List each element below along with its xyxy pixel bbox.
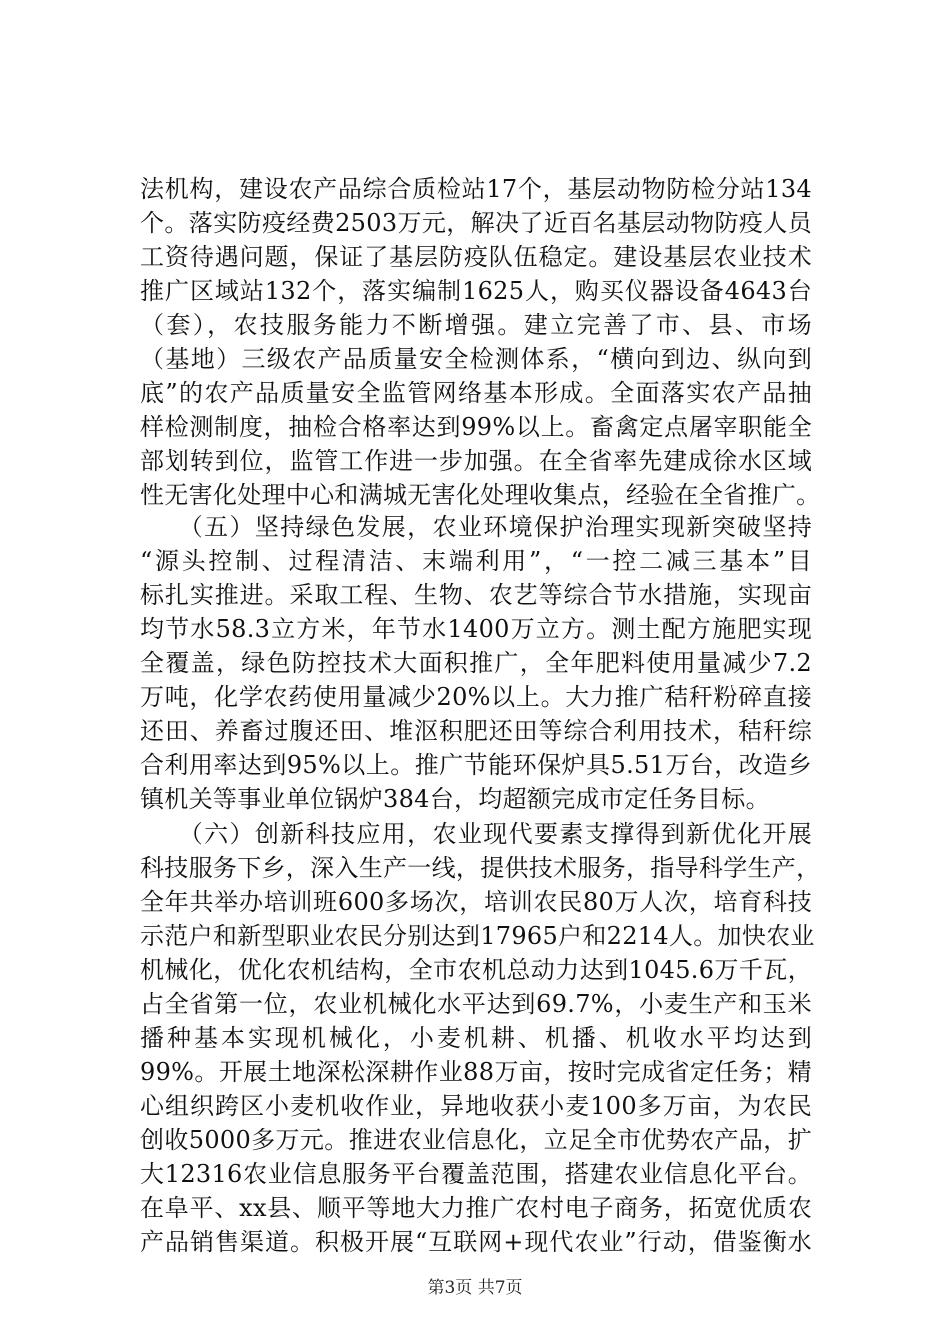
paragraph-technology-application	[140, 817, 821, 1259]
text-line: 全覆盖，绿色防控技术大面积推广，全年肥料使用量减少7.2	[140, 649, 812, 677]
paragraph-green-development	[140, 510, 812, 816]
text-line: （六）创新科技应用，农业现代要素支撑得到新优化开展	[140, 820, 812, 848]
text-line: 在阜平、xx县、顺平等地大力推广农村电子商务，拓宽优质农	[140, 1194, 812, 1222]
text-line: 科技服务下乡，深入生产一线，提供技术服务，指导科学生产，	[140, 854, 821, 882]
page-footer	[0, 1276, 950, 1300]
page-number-label: 第3页 共7页	[427, 1278, 523, 1298]
text-line: 占全省第一位，农业机械化水平达到69.7%，小麦生产和玉米	[140, 990, 812, 1018]
text-line: 均节水58.3立方米，年节水1400万立方。测土配方施肥实现	[140, 615, 812, 643]
text-line: 示范户和新型职业农民分别达到17965户和2214人。加快农业	[140, 922, 815, 950]
text-line: （五）坚持绿色发展，农业环境保护治理实现新突破坚持	[140, 513, 812, 541]
text-line: 合利用率达到95%以上。推广节能环保炉具5.51万台，改造乡	[140, 751, 812, 779]
text-line: 部划转到位，监管工作进一步加强。在全省率先建成徐水区域	[140, 447, 812, 475]
text-line: 99%。开展土地深松深耕作业88万亩，按时完成省定任务；精	[140, 1058, 812, 1086]
text-line: 镇机关等事业单位锅炉384台，均超额完成市定任务目标。	[140, 785, 770, 813]
text-line: 产品销售渠道。积极开展“互联网+现代农业”行动，借鉴衡水	[140, 1228, 812, 1256]
text-line: 还田、养畜过腹还田、堆沤积肥还田等综合利用技术，秸秆综	[140, 717, 812, 745]
text-line: 样检测制度，抽检合格率达到99%以上。畜禽定点屠宰职能全	[140, 413, 812, 441]
text-line: 播种基本实现机械化，小麦机耕、机播、机收水平均达到	[140, 1024, 812, 1052]
text-line: 全年共举办培训班600多场次，培训农民80万人次，培育科技	[140, 888, 812, 916]
paragraph-inspection-stations	[140, 172, 821, 512]
text-line: 个。落实防疫经费2503万元，解决了近百名基层动物防疫人员	[140, 209, 812, 237]
text-line: 法机构，建设农产品综合质检站17个，基层动物防检分站134	[140, 175, 812, 203]
text-line: 大12316农业信息服务平台覆盖范围，搭建农业信息化平台。	[140, 1160, 812, 1188]
text-line: 万吨，化学农药使用量减少20%以上。大力推广秸秆粉碎直接	[140, 683, 812, 711]
text-line: 推广区域站132个，落实编制1625人，购买仪器设备4643台	[140, 277, 812, 305]
text-line: 工资待遇问题，保证了基层防疫队伍稳定。建设基层农业技术	[140, 243, 812, 271]
text-line: “源头控制、过程清洁、末端利用”，“一控二减三基本”目	[140, 547, 812, 575]
text-line: （基地）三级农产品质量安全检测体系，“横向到边、纵向到	[140, 345, 812, 373]
text-line: 标扎实推进。采取工程、生物、农艺等综合节水措施，实现亩	[140, 581, 812, 609]
text-line: 创收5000多万元。推进农业信息化，立足全市优势农产品，扩	[140, 1126, 812, 1154]
text-line: 机械化，优化农机结构，全市农机总动力达到1045.6万千瓦，	[140, 956, 812, 984]
text-line: 底”的农产品质量安全监管网络基本形成。全面落实农产品抽	[140, 379, 812, 407]
text-line: 心组织跨区小麦机收作业，异地收获小麦100多万亩，为农民	[140, 1092, 812, 1120]
text-line: 性无害化处理中心和满城无害化处理收集点，经验在全省推广。	[140, 481, 821, 509]
text-line: （套），农技服务能力不断增强。建立完善了市、县、市场	[140, 311, 812, 339]
